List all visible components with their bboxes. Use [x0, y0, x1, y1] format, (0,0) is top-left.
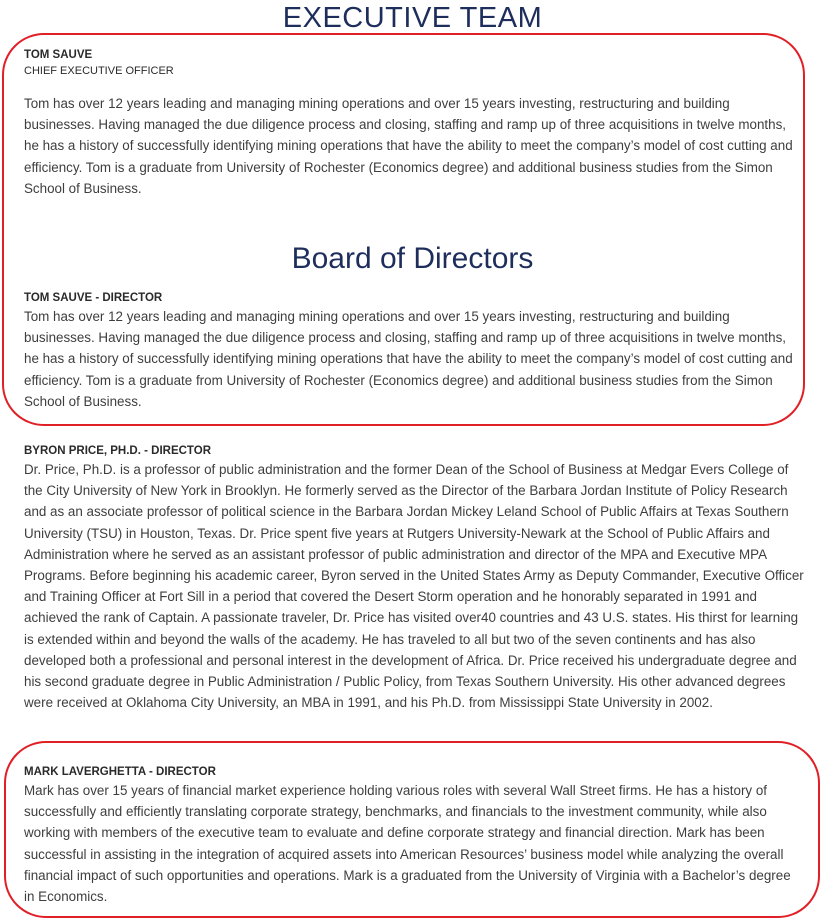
board-of-directors-heading: Board of Directors [291, 242, 534, 275]
executive-bio: Tom has over 12 years leading and managing mining operations and over 15 years investing, restructuring and building businesses. Having managed the due diligence process and closing, staffing and ramp up of three acquisitions in twelve months, he has a history of successfully identifying mining operations that have the ability to meet the company’s model of cost cutting and efficiency. Tom is a graduate from University of Rochester (Economics degree) and additional business studies from the Simon School of Business. [24, 96, 793, 196]
director-profile-mark-laverghetta [24, 764, 804, 907]
executive-profile-tom-sauve [24, 47, 804, 199]
director-profile-byron-price [24, 443, 804, 713]
executive-title: CHIEF EXECUTIVE OFFICER [24, 65, 174, 77]
director-bio: Tom has over 12 years leading and managing mining operations and over 15 years investing, restructuring and building businesses. Having managed the due diligence process and closing, staffing and ramp up of three acquisitions in twelve months, he has a history of successfully identifying mining operations that have the ability to meet the company’s model of cost cutting and efficiency. Tom is a graduate from University of Rochester (Economics degree) and additional business studies from the Simon School of Business. [24, 309, 793, 409]
executive-name: TOM SAUVE [24, 49, 93, 61]
director-name: BYRON PRICE, PH.D. - DIRECTOR [24, 445, 211, 457]
executive-team-heading: EXECUTIVE TEAM [282, 2, 543, 34]
director-bio: Dr. Price, Ph.D. is a professor of public administration and the former Dean of the School of Business at Medgar Evers College of the City University of New York in Brooklyn. He formerly served as the Director of the Barbara Jordan Institute of Policy Research and as an associate professor of political science in the Barbara Jordan Mickey Leland School of Public Affairs at Texas Southern University (TSU) in Houston, Texas. Dr. Price spent five years at Rutgers University-Newark at the School of Public Affairs and Administration where he served as an assistant professor of public administration and director of the MPA and Executive MPA Programs. Before beginning his academic career, Byron served in the United States Army as Deputy Commander, Executive Officer and Training Officer at Fort Sill in a period that covered the Desert Storm operation and he honorably separated in 1991 and achieved the rank of Captain. A passionate traveler, Dr. Price has visited over40 countries and 43 U.S. states. His thirst for learning is extended within and beyond the walls of the academy. He has traveled to all but two of the seven continents and has also developed both a professional and personal interest in the development of Africa. Dr. Price received his undergraduate degree and his second graduate degree in Public Administration / Public Policy, from Texas Southern University. His other advanced degrees were received at Oklahoma City University, an MBA in 1991, and his Ph.D. from Mississippi State University in 2002. [24, 462, 804, 711]
director-profile-tom-sauve [24, 290, 804, 412]
director-bio: Mark has over 15 years of financial market experience holding various roles with several Wall Street firms. He has a history of successfully and efficiently translating corporate strategy, benchmarks, and financials to the investment community, while also working with members of the executive team to evaluate and define corporate strategy and financial direction. Mark has been successful in assisting in the integration of acquired assets into American Resources’ business model while analyzing the overall financial impact of such opportunities and operations. Mark is a graduated from the University of Virginia with a Bachelor’s degree in Economics. [24, 783, 791, 905]
director-name: TOM SAUVE - DIRECTOR [24, 292, 163, 304]
director-name: MARK LAVERGHETTA - DIRECTOR [24, 766, 216, 778]
